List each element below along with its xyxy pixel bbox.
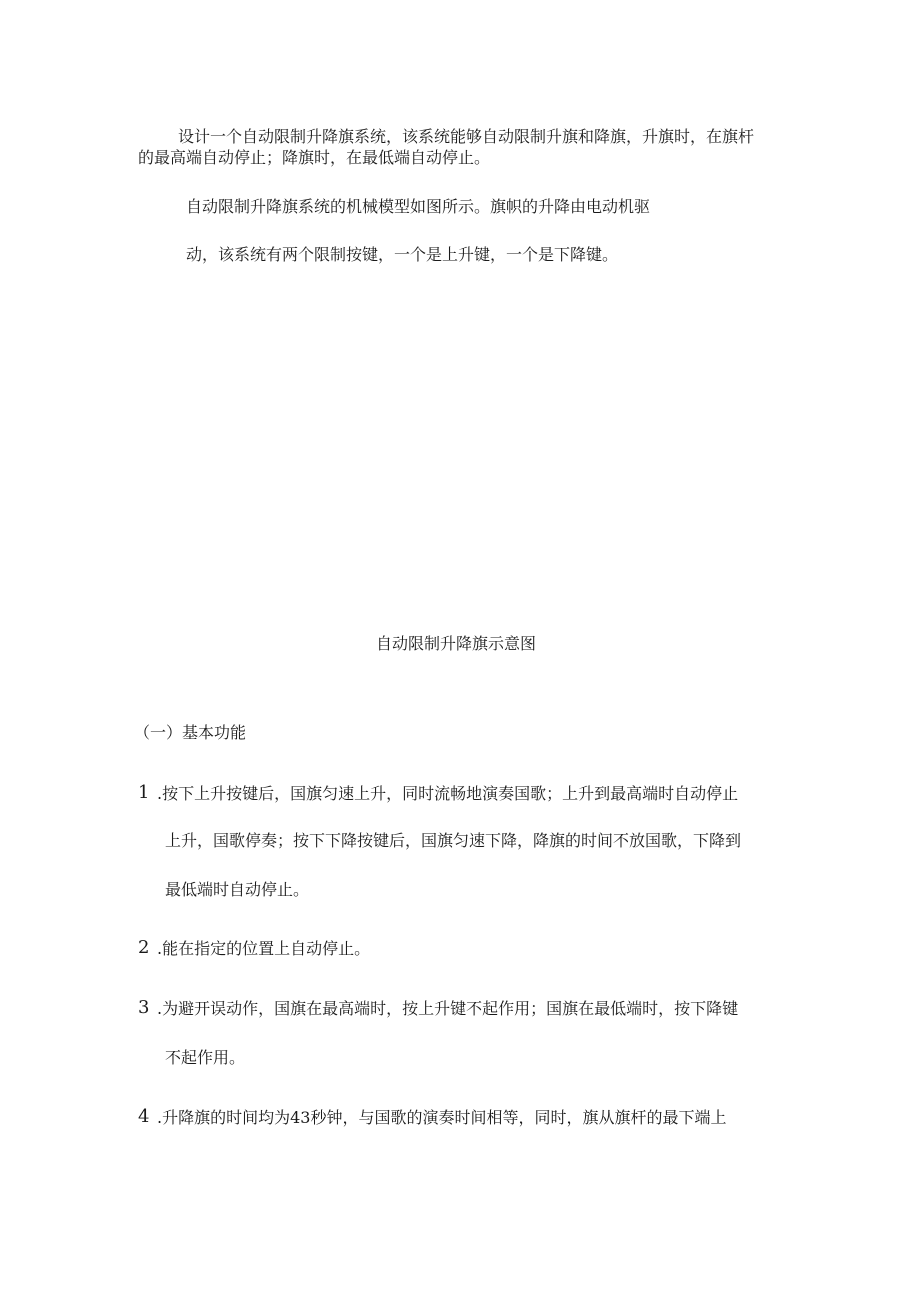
intro-line-2: 的最高端自动停止；降旗时，在最低端自动停止。	[138, 148, 491, 167]
item-3-line-1: .为避开误动作，国旗在最高端时，按上升键不起作用；国旗在最低端时，按下降键	[157, 999, 739, 1018]
item-3-line-2: 不起作用。	[165, 1048, 246, 1067]
item-1-line-3: 最低端时自动停止。	[165, 880, 310, 899]
item-2-line-1: .能在指定的位置上自动停止。	[157, 939, 371, 958]
item-1-line-2: 上升，国歌停奏；按下下降按键后，国旗匀速下降，降旗的时间不放国歌，下降到	[165, 831, 742, 850]
item-4-line-1: .升降旗的时间均为43秒钟，与国歌的演奏时间相等，同时，旗从旗杆的最下端上	[157, 1108, 727, 1127]
intro-line-4: 动，该系统有两个限制按键，一个是上升键，一个是下降键。	[186, 245, 619, 264]
item-2-number: 2	[138, 937, 150, 958]
item-1-line-1: .按下上升按键后，国旗匀速上升，同时流畅地演奏国歌；上升到最高端时自动停止	[157, 784, 739, 803]
figure-caption: 自动限制升降旗示意图	[376, 634, 537, 653]
figure-image-area	[138, 290, 782, 610]
item-3-number: 3	[138, 997, 150, 1018]
intro-line-3: 自动限制升降旗系统的机械模型如图所示。旗帜的升降由电动机驱	[186, 197, 651, 216]
intro-line-1: 设计一个自动限制升降旗系统，该系统能够自动限制升旗和降旗，升旗时，在旗杆	[178, 127, 755, 146]
item-1-number: 1	[138, 782, 150, 803]
item-4-number: 4	[138, 1106, 150, 1127]
section-heading: （一）基本功能	[134, 723, 247, 742]
